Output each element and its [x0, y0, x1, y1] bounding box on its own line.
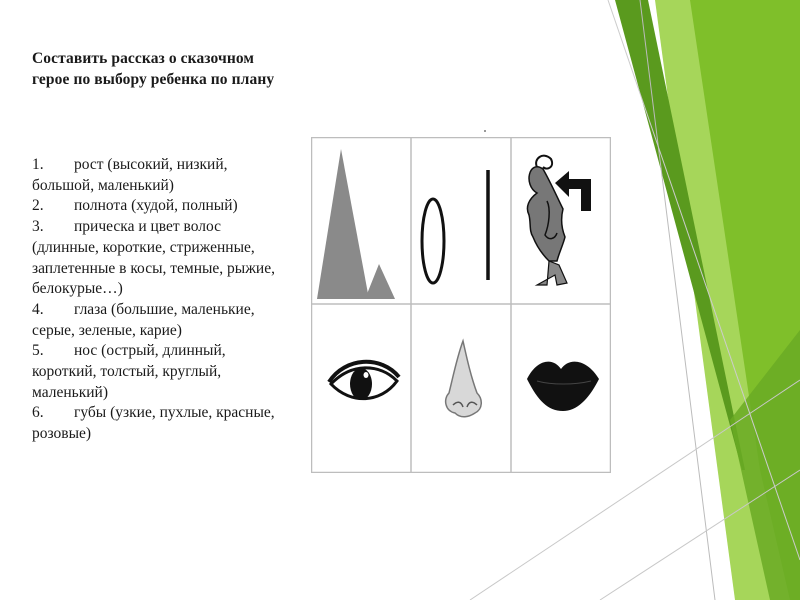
- plan-item-text: рост (высокий, низкий, большой, маленький): [32, 156, 228, 194]
- plan-item: [32, 196, 282, 217]
- picture-grid: [311, 137, 611, 473]
- plan-item: [32, 403, 282, 444]
- plan-item-text: нос (острый, длинный, короткий, толстый, круглый, маленький): [32, 342, 226, 401]
- plan-item-number: 1.: [32, 156, 44, 173]
- plan-item-text: губы (узкие, пухлые, красные, розовые): [32, 404, 275, 443]
- plan-item-text: прическа и цвет волос (длинные, короткие, стриженные, заплетенные в косы, темные, рыжие, белокурые…): [32, 218, 275, 298]
- plan-item: [32, 341, 282, 403]
- plan-item: [32, 217, 282, 300]
- plan-item-text: глаза (большие, маленькие, серые, зеленые, карие): [32, 300, 255, 339]
- slide-title: Составить рассказ о сказочном герое по выбору ребенка по плану: [32, 50, 275, 88]
- plan-item-text: полнота (худой, полный): [74, 197, 238, 215]
- plan-item-number: 4.: [32, 300, 44, 318]
- plan-item-number: 5.: [32, 342, 44, 360]
- plan-item: [32, 155, 282, 196]
- plan-item-number: 2.: [32, 197, 44, 215]
- plan-item-number: 6.: [32, 404, 44, 422]
- plan-list: [32, 155, 282, 445]
- plan-item: [32, 300, 282, 341]
- plan-item-number: 3.: [32, 218, 44, 236]
- stray-dot: [484, 130, 486, 132]
